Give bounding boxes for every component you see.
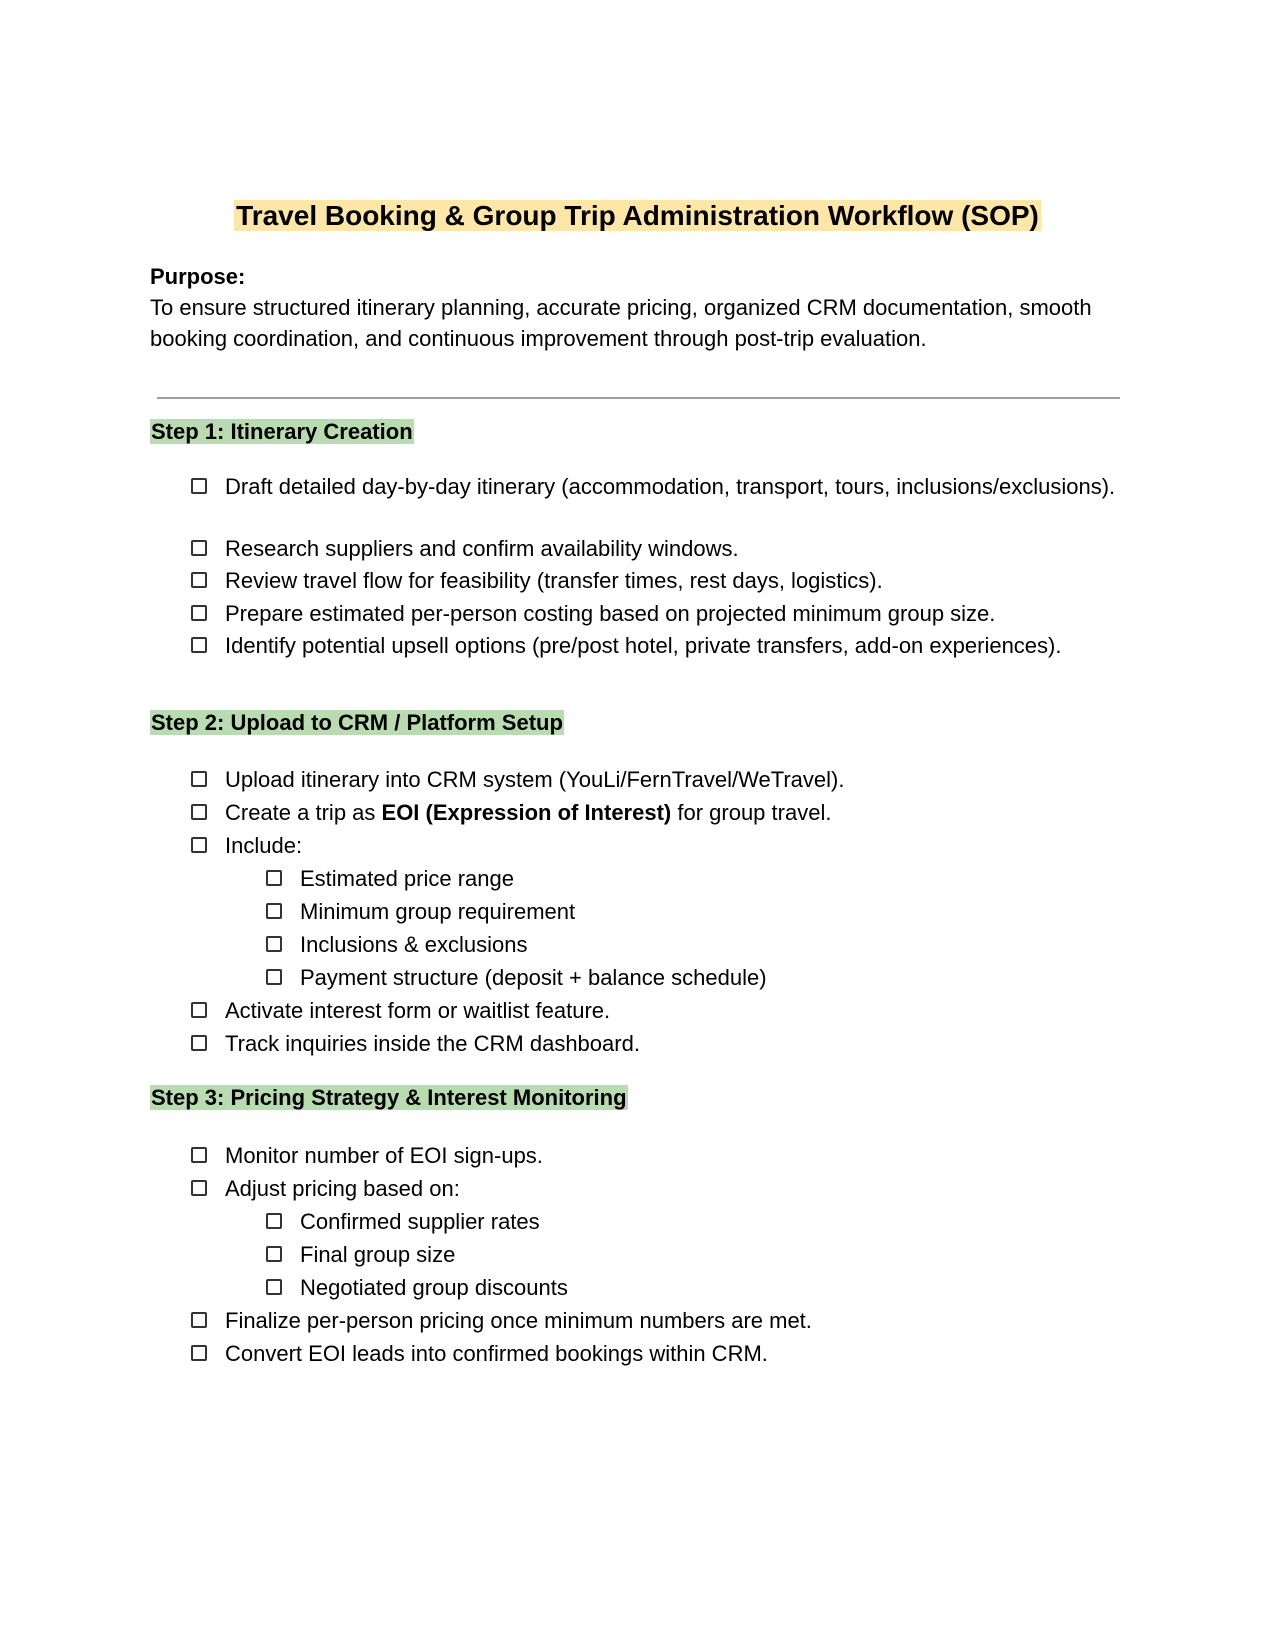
eoi-item-suffix: for group travel. [671, 800, 832, 825]
checkbox[interactable] [191, 1180, 207, 1196]
checklist-item-text: Adjust pricing based on: [225, 1176, 460, 1201]
checklist-item [191, 598, 1131, 629]
step-2-heading-text: Step 2: Upload to CRM / Platform Setup [151, 710, 563, 735]
checklist-subitem [266, 863, 1126, 894]
checklist-item-text: Include: [225, 833, 303, 858]
checklist-item [191, 565, 1131, 596]
checkbox[interactable] [266, 1279, 282, 1295]
checklist-item [191, 1338, 1131, 1369]
checklist-item [191, 1028, 1131, 1059]
document-title [0, 197, 1275, 235]
checklist-item-text: Convert EOI leads into confirmed bookings within CRM. [225, 1341, 768, 1366]
eoi-item-bold: EOI (Expression of Interest) [381, 800, 672, 825]
checklist-subitem [266, 962, 1126, 993]
checklist-item-text: Prepare estimated per-person costing based on projected minimum group size. [225, 601, 996, 626]
checkbox[interactable] [191, 1002, 207, 1018]
checkbox[interactable] [266, 936, 282, 952]
checklist-item [191, 797, 1131, 828]
checklist-subitem [266, 896, 1126, 927]
checklist-item [191, 995, 1131, 1026]
checkbox[interactable] [191, 804, 207, 820]
checklist-item-text: Track inquiries inside the CRM dashboard. [225, 1031, 640, 1056]
checklist-subitem-text: Payment structure (deposit + balance schedule) [300, 965, 767, 990]
checkbox[interactable] [266, 969, 282, 985]
checklist-subitem-text: Negotiated group discounts [300, 1275, 568, 1300]
checklist-item-text: Identify potential upsell options (pre/post hotel, private transfers, add-on experiences). [225, 633, 1062, 658]
checklist-subitem [266, 929, 1126, 960]
step-1-heading [150, 417, 414, 447]
checkbox[interactable] [191, 1035, 207, 1051]
purpose-text: To ensure structured itinerary planning, accurate pricing, organized CRM documentation, smooth booking coordination, and continuous improvement through post-trip evaluation. [150, 295, 1092, 351]
checkbox[interactable] [191, 771, 207, 787]
checklist-subitem-text: Minimum group requirement [300, 899, 576, 924]
document-title-text: Travel Booking & Group Trip Administration Workflow (SOP) [236, 200, 1039, 231]
checklist-subitem-text: Estimated price range [300, 866, 514, 891]
checklist-item [191, 764, 1131, 795]
step-2-heading [150, 708, 564, 738]
checkbox[interactable] [191, 1345, 207, 1361]
checklist-item-text: Research suppliers and confirm availability windows. [225, 536, 739, 561]
checkbox[interactable] [191, 605, 207, 621]
checkbox[interactable] [191, 1147, 207, 1163]
checklist-subitem [266, 1272, 1126, 1303]
checkbox[interactable] [266, 870, 282, 886]
checkbox[interactable] [266, 1213, 282, 1229]
checklist-item [191, 1140, 1131, 1171]
checklist-item-text: Activate interest form or waitlist feature. [225, 998, 611, 1023]
checklist-item-text: Upload itinerary into CRM system (YouLi/FernTravel/WeTravel). [225, 767, 845, 792]
checklist-item-text [225, 797, 1131, 828]
eoi-item-prefix: Create a trip as [225, 800, 382, 825]
checklist-subitem [266, 1206, 1126, 1237]
checklist-subitem-text: Confirmed supplier rates [300, 1209, 540, 1234]
checkbox[interactable] [191, 540, 207, 556]
purpose-label: Purpose: [150, 264, 246, 289]
checklist-item-text: Finalize per-person pricing once minimum numbers are met. [225, 1308, 812, 1333]
checklist-subitem-text: Inclusions & exclusions [300, 932, 528, 957]
checklist-item [191, 533, 1131, 564]
step-1-heading-text: Step 1: Itinerary Creation [151, 419, 413, 444]
checkbox[interactable] [191, 572, 207, 588]
checklist-item-text: Draft detailed day-by-day itinerary (accommodation, transport, tours, inclusions/exclusions). [225, 474, 1116, 499]
checkbox[interactable] [191, 478, 207, 494]
checklist-item [191, 471, 1131, 502]
checkbox[interactable] [191, 837, 207, 853]
horizontal-divider [157, 397, 1120, 399]
checkbox[interactable] [191, 1312, 207, 1328]
checkbox[interactable] [266, 1246, 282, 1262]
checklist-item-text: Monitor number of EOI sign-ups. [225, 1143, 543, 1168]
checklist-item [191, 1173, 1131, 1204]
step-3-heading [150, 1083, 628, 1113]
checklist-item [191, 630, 1131, 661]
checklist-item-text: Review travel flow for feasibility (transfer times, rest days, logistics). [225, 568, 883, 593]
checklist-item [191, 1305, 1131, 1336]
checkbox[interactable] [191, 637, 207, 653]
checkbox[interactable] [266, 903, 282, 919]
checklist-subitem-text: Final group size [300, 1242, 456, 1267]
step-3-heading-text: Step 3: Pricing Strategy & Interest Monitoring [151, 1085, 627, 1110]
checklist-item [191, 830, 1131, 861]
checklist-subitem [266, 1239, 1126, 1270]
